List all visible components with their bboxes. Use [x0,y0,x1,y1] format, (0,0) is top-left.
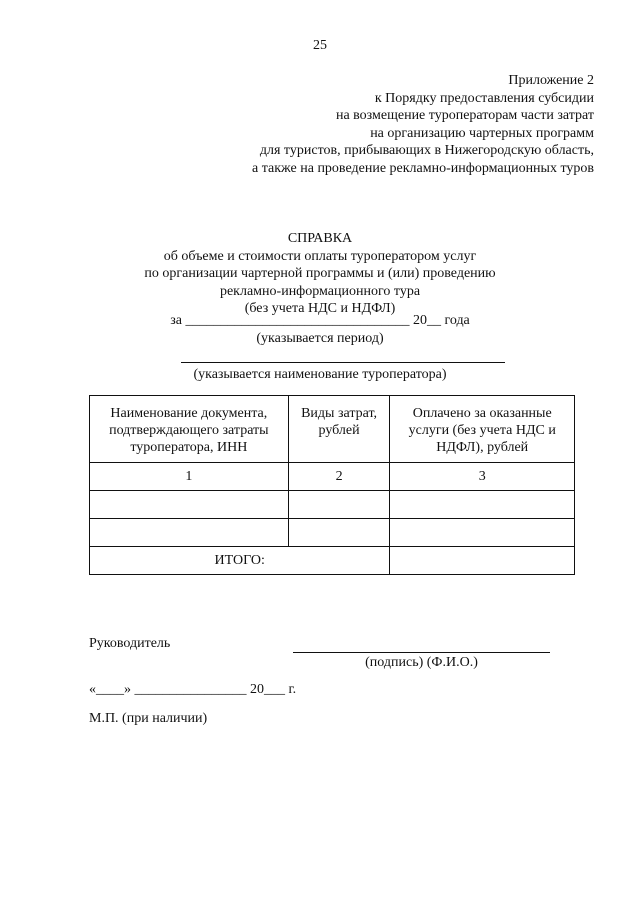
operator-name-line [181,362,505,363]
total-value [390,547,575,575]
table-number-row [90,463,575,491]
table-cell [90,491,289,519]
title-line: об объеме и стоимости оплаты туроператором услуг [163,248,477,264]
appendix-reference [252,72,594,177]
operator-note: (указывается наименование туроператора) [193,367,447,382]
date-line: «____» ________________ 20___ г. [89,682,297,697]
table-cell [90,519,289,547]
table-total-row [90,547,575,575]
period-line: за ________________________________ 20__ года [170,313,470,328]
page-number: 25 [313,38,327,53]
table-cell [390,491,575,519]
expenses-table [89,395,575,575]
table-header-row [90,396,575,463]
appendix-line: а также на проведение рекламно-информационных туров [252,160,594,176]
total-label: ИТОГО: [90,547,390,575]
table-cell [288,491,390,519]
table-row [90,491,575,519]
appendix-line: Приложение 2 [508,73,594,88]
title-line: по организации чартерной программы и (или) проведению [144,266,496,281]
table-cell [288,519,390,547]
table-cell [390,519,575,547]
signature-note: (подпись) (Ф.И.О.) [365,655,478,670]
appendix-line: на возмещение туроператорам части затрат [335,108,594,123]
column-number: 2 [288,463,390,491]
signer-label: Руководитель [89,636,171,651]
document-title [0,230,640,318]
column-number: 3 [390,463,575,491]
title-line: (без учета НДС и НДФЛ) [244,301,396,316]
appendix-line: для туристов, прибывающих в Нижегородскую область, [259,143,594,158]
header-document-name: Наименование документа, подтверждающего затраты туроператора, ИНН [90,396,289,463]
title-heading: СПРАВКА [287,231,353,246]
title-line: рекламно-информационного тура [219,283,421,299]
header-paid-amount: Оплачено за оказанные услуги (без учета НДС и НДФЛ), рублей [390,396,575,463]
appendix-line: к Порядку предоставления субсидии [374,90,594,106]
table-row [90,519,575,547]
column-number: 1 [90,463,289,491]
header-expense-types: Виды затрат, рублей [288,396,390,463]
period-note: (указывается период) [256,331,384,346]
signature-line [293,652,550,653]
stamp-note: М.П. (при наличии) [89,711,208,726]
appendix-line: на организацию чартерных программ [370,125,594,141]
